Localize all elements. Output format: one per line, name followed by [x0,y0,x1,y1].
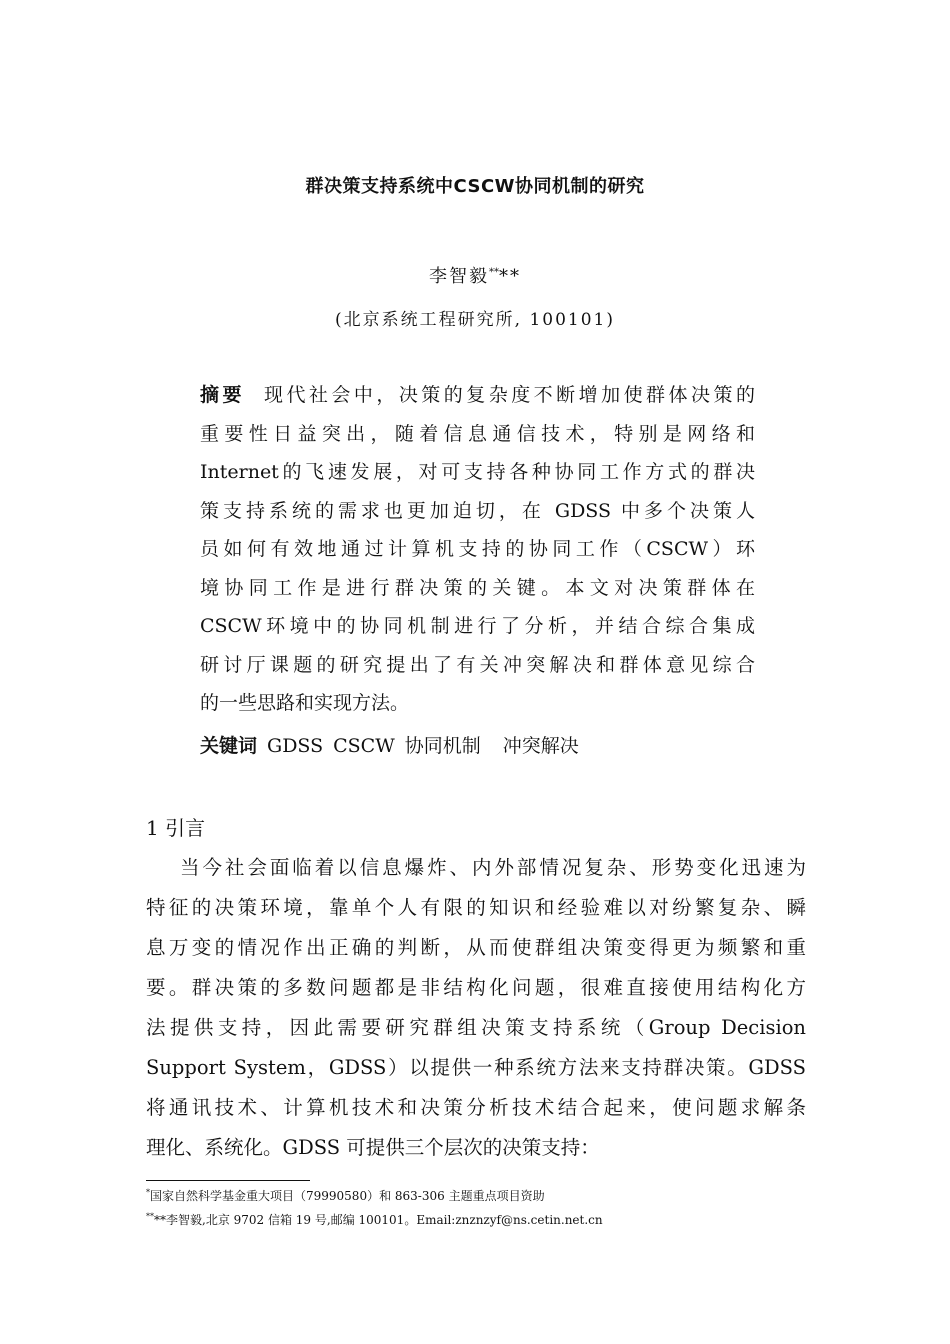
footnote-divider [146,1180,310,1181]
author-affiliation: (北京系统工程研究所, 100101) [335,310,615,330]
abstract [200,376,755,723]
abstract-line: CSCW环境中的协同机制进行了分析，并结合综合集成 [200,615,755,637]
keywords [200,731,755,758]
abstract-line: 员如何有效地通过计算机支持的协同工作（CSCW）环 [200,538,755,560]
body-line: 将通讯技术、计算机技术和决策分析技术结合起来，使问题求解条 [146,1096,806,1119]
body-line: 特征的决策环境，靠单个人有限的知识和经验难以对纷繁复杂、瞬 [146,896,806,919]
section-heading: 1 引言 [146,816,206,840]
author-footnote-mark: ** [489,267,499,278]
footnote-mark: ** [146,1212,154,1221]
paper-title: 群决策支持系统中CSCW协同机制的研究 [305,176,645,197]
author-line [0,262,950,288]
abstract-line: Internet的飞速发展，对可支持各种协同工作方式的群决 [200,461,755,483]
keyword: 协同机制 [404,735,481,757]
footnote-mark: * [146,1188,150,1197]
abstract-label: 摘要 [200,384,245,406]
body-line: Support System，GDSS）以提供一种系统方法来支持群决策。GDSS [146,1056,806,1079]
section-body [146,848,806,1168]
keyword: 冲突解决 [502,735,579,757]
abstract-line: 重要性日益突出，随着信息通信技术，特别是网络和 [200,422,755,445]
abstract-line: 的一些思路和实现方法。 [200,692,410,714]
body-line: 法提供支持，因此需要研究群组决策支持系统（Group Decision [146,1016,806,1039]
abstract-line: 策支持系统的需求也更加迫切，在 GDSS 中多个决策人 [200,499,755,522]
body-line: 要。群决策的多数问题都是非结构化问题，很难直接使用结构化方 [146,976,806,999]
body-line: 当今社会面临着以信息爆炸、内外部情况复杂、形势变化迅速为 [180,856,806,879]
footnote [146,1187,545,1204]
abstract-line [200,376,755,415]
abstract-line: 境协同工作是进行群决策的关键。本文对决策群体在 [200,576,755,599]
author-name: 李智毅 [429,266,489,287]
keyword: GDSS [267,735,324,757]
author-marks-inline: ** [499,266,521,287]
keyword: CSCW [333,735,395,757]
footnote [146,1211,603,1228]
keywords-label: 关键词 [200,735,258,757]
abstract-line: 研讨厅课题的研究提出了有关冲突解决和群体意见综合 [200,653,755,676]
footnote-text: 国家自然科学基金重大项目（79990580）和 863-306 主题重点项目资助 [150,1189,545,1203]
abstract-text: 现代社会中，决策的复杂度不断增加使群体决策的 [263,384,755,406]
footnote-text: **李智毅,北京 9702 信箱 19 号,邮编 100101。Email:znznzyf@ns.cetin.net.cn [154,1213,603,1227]
body-line: 理化、系统化。GDSS 可提供三个层次的决策支持： [146,1136,600,1159]
body-line: 息万变的情况作出正确的判断，从而使群组决策变得更为频繁和重 [146,936,806,959]
